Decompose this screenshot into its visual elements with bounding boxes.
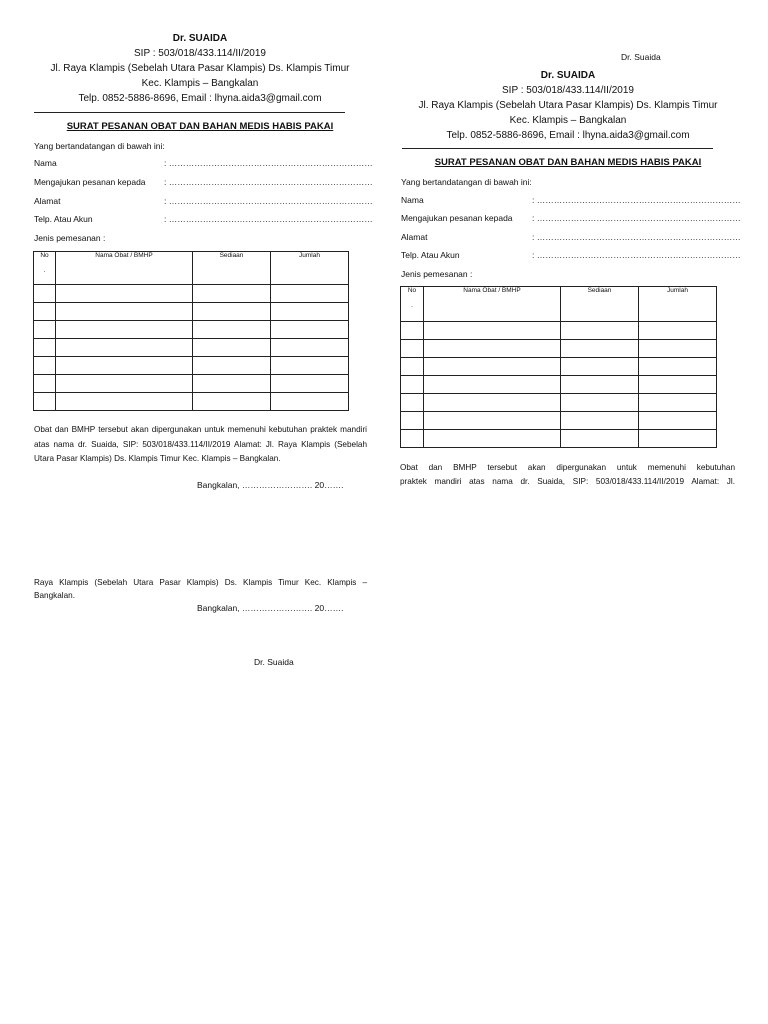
table-row [34,357,349,375]
table-header-row [401,287,717,322]
table-row [34,285,349,303]
left-form-title: SURAT PESANAN OBAT DAN BAHAN MEDIS HABIS PAKAI [66,121,334,132]
right-field-value: : ……………………………………………………………… [532,195,741,205]
left-field-value: : ……………………………………………………………… [164,177,373,187]
doctor-address-line2: Kec. Klampis – Bangkalan [141,78,259,89]
left-field-label: Telp. Atau Akun [34,214,93,224]
left-field-label: Nama [34,158,57,168]
right-header-rule [402,148,713,149]
doctor-address-line1: Jl. Raya Klampis (Sebelah Utara Pasar Klampis) Ds. Klampis Timur [418,100,718,111]
left-field-label: Alamat [34,196,61,206]
left-header-rule [34,112,345,113]
table-row [401,394,717,412]
table-header-cell: Jumlah [271,252,349,285]
right-field-label: Alamat [401,232,428,242]
doctor-contact: Telp. 0852-5886-8696, Email : lhyna.aida3@gmail.com [446,130,690,141]
left-field-label: Mengajukan pesanan kepada [34,177,146,187]
left-letterhead [30,31,370,106]
table-row [401,376,717,394]
left-statement-paragraph: Obat dan BMHP tersebut akan dipergunakan untuk memenuhi kebutuhan praktek mandiri atas nama dr. Suaida, SIP: 503/018/433.114/II/2019 Alamat: Jl. Raya Klampis (Sebelah Utara Pasar Klampis) Ds. Klampis Timur Kec. Klampis – Bangkalan. [34,425,367,463]
right-field-label: Nama [401,195,424,205]
table-header-cell: Sediaan [193,252,271,285]
table-row [401,358,717,376]
right-order-type-label: Jenis pemesanan : [401,269,473,279]
continuation-line2: Bangkalan. [34,591,75,600]
doctor-address-line2: Kec. Klampis – Bangkalan [509,115,627,126]
doctor-sip: SIP : 503/018/433.114/II/2019 [134,48,266,59]
left-intro-text: Yang bertandatangan di bawah ini: [34,141,165,151]
doctor-address-line1: Jl. Raya Klampis (Sebelah Utara Pasar Klampis) Ds. Klampis Timur [50,63,350,74]
right-order-table [400,286,717,448]
table-row [401,340,717,358]
table-row [34,375,349,393]
right-top-name: Dr. Suaida [621,52,661,62]
table-row [401,322,717,340]
continuation-line1: Raya Klampis (Sebelah Utara Pasar Klampis) Ds. Klampis Timur Kec. Klampis – [34,578,367,587]
left-date-line: Bangkalan, ……………………. 20……. [197,480,344,490]
right-field-value: : ……………………………………………………………… [532,213,741,223]
table-header-cell: No . [401,287,424,322]
doctor-name: Dr. SUAIDA [540,70,596,81]
left-order-table [33,251,349,411]
right-field-value: : ……………………………………………………………… [532,250,741,260]
table-header-cell: Nama Obat / BMHP [56,252,193,285]
right-statement-line1: Obat dan BMHP tersebut akan dipergunakan untuk memenuhi kebutuhan [400,463,735,472]
doctor-name: Dr. SUAIDA [172,33,228,44]
left-field-value: : ……………………………………………………………… [164,158,373,168]
right-statement-line2: praktek mandiri atas nama dr. Suaida, SIP: 503/018/433.114/II/2019 Alamat: Jl. [400,477,735,486]
table-row [401,412,717,430]
right-field-label: Telp. Atau Akun [401,250,460,260]
table-header-cell: Sediaan [561,287,639,322]
table-header-cell: No . [34,252,56,285]
table-row [34,303,349,321]
right-letterhead [398,68,738,143]
right-form-title: SURAT PESANAN OBAT DAN BAHAN MEDIS HABIS PAKAI [434,157,702,168]
table-header-row [34,252,349,285]
right-intro-text: Yang bertandatangan di bawah ini: [401,177,532,187]
left-order-type-label: Jenis pemesanan : [34,233,106,243]
doctor-sip: SIP : 503/018/433.114/II/2019 [502,85,634,96]
doctor-contact: Telp. 0852-5886-8696, Email : lhyna.aida3@gmail.com [78,93,322,104]
right-field-value: : ……………………………………………………………… [532,232,741,242]
table-row [401,430,717,448]
left-field-value: : ……………………………………………………………… [164,214,373,224]
left-date-line-2: Bangkalan, ……………………. 20……. [197,603,344,613]
right-field-label: Mengajukan pesanan kepada [401,213,513,223]
table-row [34,339,349,357]
table-row [34,393,349,411]
table-header-cell: Nama Obat / BMHP [424,287,561,322]
table-row [34,321,349,339]
signature-name: Dr. Suaida [254,657,294,667]
table-header-cell: Jumlah [639,287,717,322]
left-field-value: : ……………………………………………………………… [164,196,373,206]
